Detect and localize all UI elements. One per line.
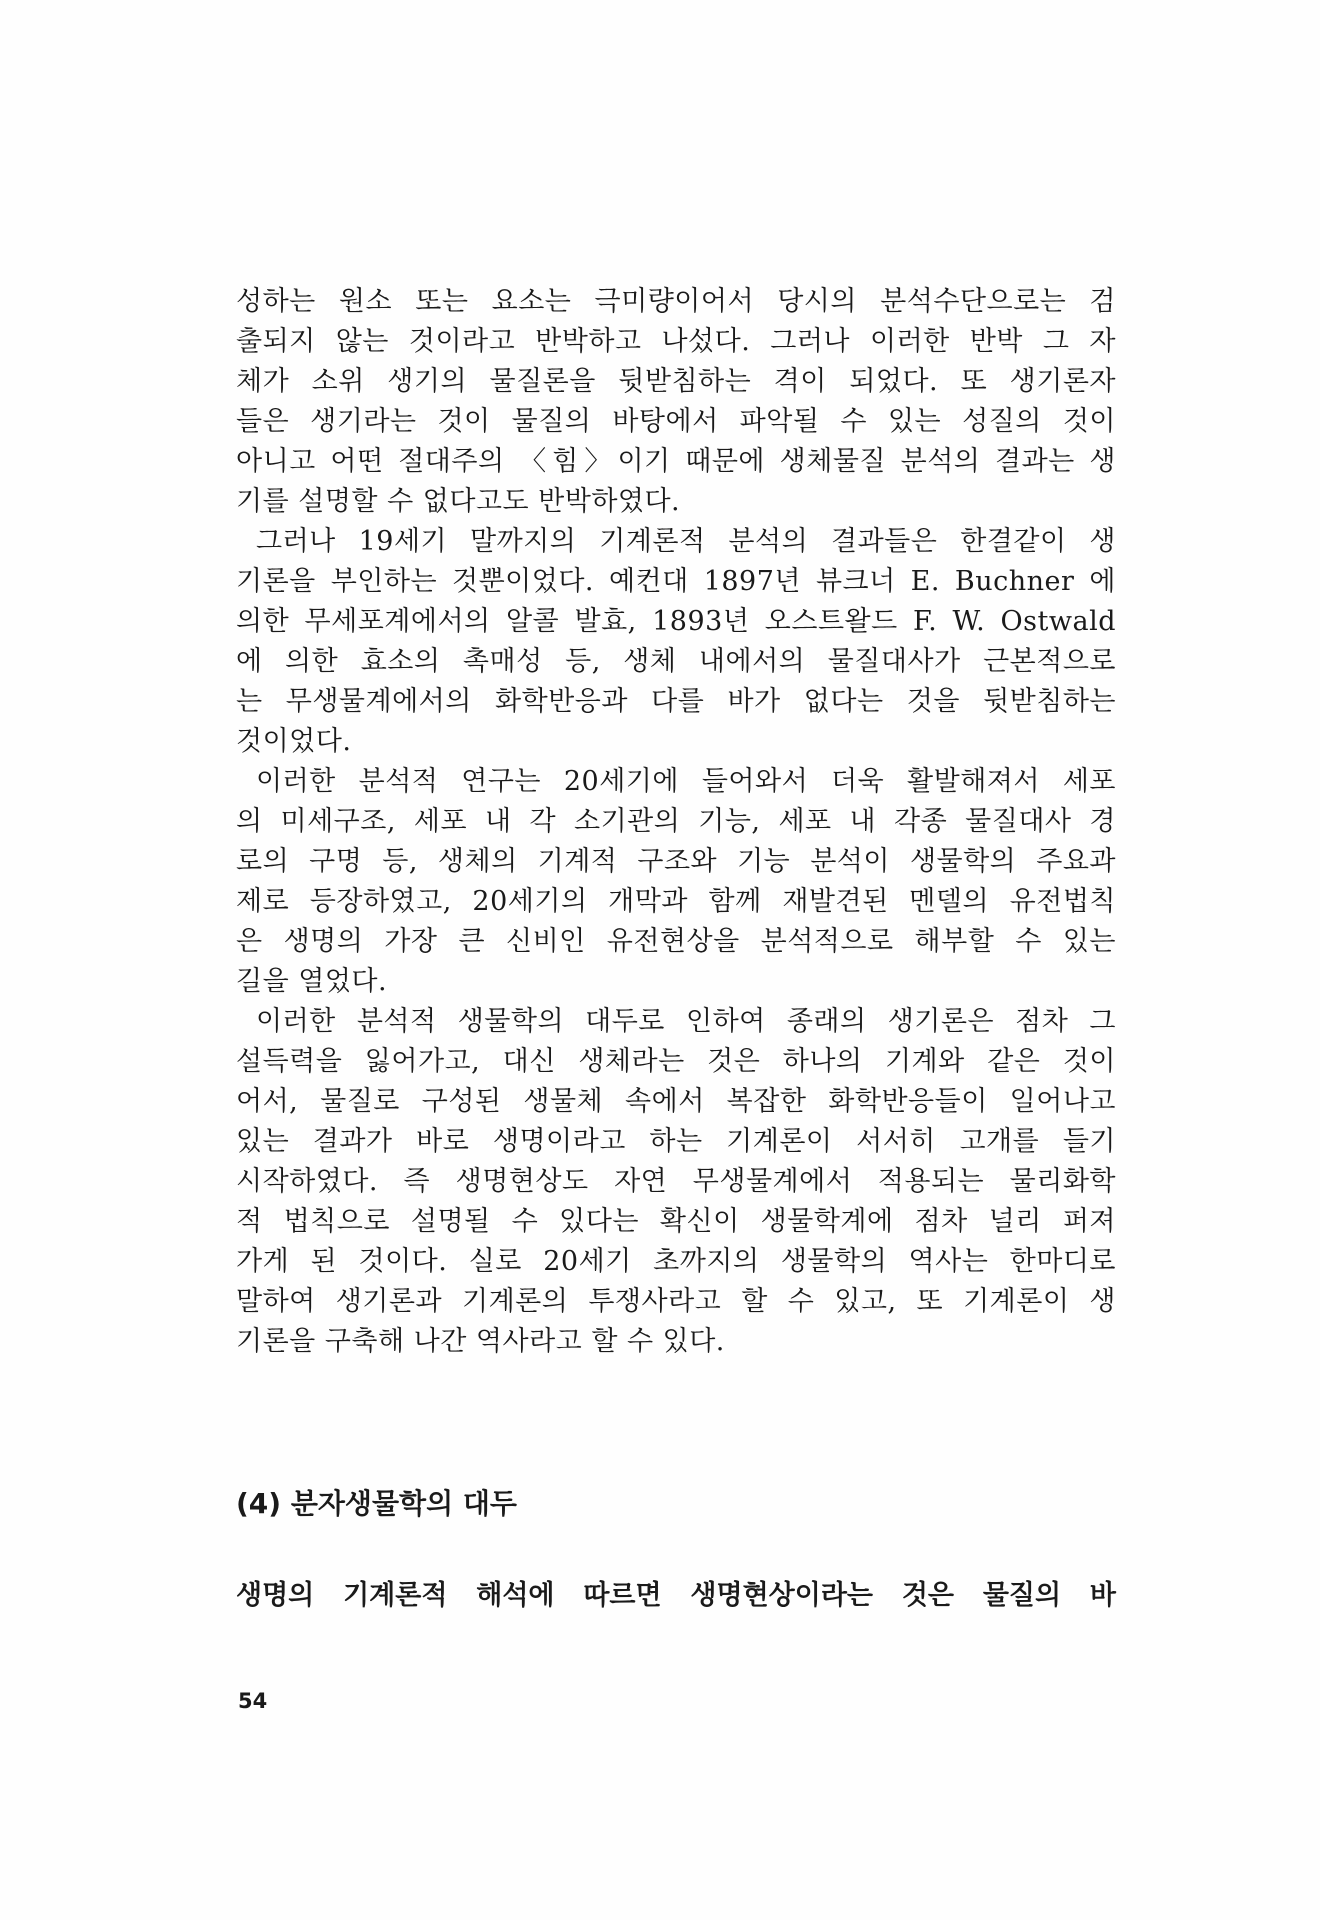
text-line: 아니고 어떤 절대주의 〈힘〉이기 때문에 생체물질 분석의 결과는 생 (236, 446, 1116, 477)
text-line: 들은 생기라는 것이 물질의 바탕에서 파악될 수 있는 성질의 것이 (236, 406, 1116, 437)
text-line: 로의 구명 등, 생체의 기계적 구조와 기능 분석이 생물학의 주요과 (236, 846, 1116, 877)
text-line: 기론을 구축해 나간 역사라고 할 수 있다. (236, 1326, 725, 1357)
text-line: 의 미세구조, 세포 내 각 소기관의 기능, 세포 내 각종 물질대사 경 (236, 806, 1116, 837)
paragraph-start-line: 그러나 19세기 말까지의 기계론적 분석의 결과들은 한결같이 생 (256, 526, 1116, 557)
text-line: 체가 소위 생기의 물질론을 뒷받침하는 격이 되었다. 또 생기론자 (236, 366, 1116, 397)
text-line: 가게 된 것이다. 실로 20세기 초까지의 생물학의 역사는 한마디로 (236, 1246, 1116, 1277)
text-line: 에 의한 효소의 촉매성 등, 생체 내에서의 물질대사가 근본적으로 (236, 646, 1116, 677)
text-line: 말하여 생기론과 기계론의 투쟁사라고 할 수 있고, 또 기계론이 생 (236, 1286, 1116, 1317)
text-line: 있는 결과가 바로 생명이라고 하는 기계론이 서서히 고개를 들기 (236, 1126, 1116, 1157)
text-line: 설득력을 잃어가고, 대신 생체라는 것은 하나의 기계와 같은 것이 (236, 1046, 1116, 1077)
text-line: 출되지 않는 것이라고 반박하고 나섰다. 그러나 이러한 반박 그 자 (236, 326, 1116, 357)
page-number: 54 (238, 1689, 268, 1713)
text-line: 시작하였다. 즉 생명현상도 자연 무생물계에서 적용되는 물리화학 (236, 1166, 1116, 1197)
text-line: 은 생명의 가장 큰 신비인 유전현상을 분석적으로 해부할 수 있는 (236, 926, 1116, 957)
text-line: 길을 열었다. (236, 966, 388, 997)
text-line: 는 무생물계에서의 화학반응과 다를 바가 없다는 것을 뒷받침하는 (236, 686, 1116, 717)
text-line: 어서, 물질로 구성된 생물체 속에서 복잡한 화학반응들이 일어나고 (236, 1086, 1116, 1117)
paragraph-start-line: 이러한 분석적 연구는 20세기에 들어와서 더욱 활발해져서 세포 (256, 766, 1116, 797)
section-first-line: 생명의 기계론적 해석에 따르면 생명현상이라는 것은 물질의 바 (236, 1580, 1116, 1611)
text-line: 기를 설명할 수 없다고도 반박하였다. (236, 486, 681, 517)
body-text (236, 282, 1116, 1362)
text-line: 적 법칙으로 설명될 수 있다는 확신이 생물학계에 점차 널리 퍼져 (236, 1206, 1116, 1237)
text-line: 제로 등장하였고, 20세기의 개막과 함께 재발견된 멘델의 유전법칙 (236, 886, 1116, 917)
text-line: 기론을 부인하는 것뿐이었다. 예컨대 1897년 뷰크너 E. Buchner 에 (236, 566, 1116, 597)
paragraph-start-line: 이러한 분석적 생물학의 대두로 인하여 종래의 생기론은 점차 그 (256, 1006, 1116, 1037)
section-heading: (4) 분자생물학의 대두 (236, 1487, 517, 1520)
text-line: 것이었다. (236, 726, 352, 757)
text-line: 의한 무세포계에서의 알콜 발효, 1893년 오스트왈드 F. W. Ostwald (236, 606, 1116, 637)
text-line: 성하는 원소 또는 요소는 극미량이어서 당시의 분석수단으로는 검 (236, 286, 1116, 317)
